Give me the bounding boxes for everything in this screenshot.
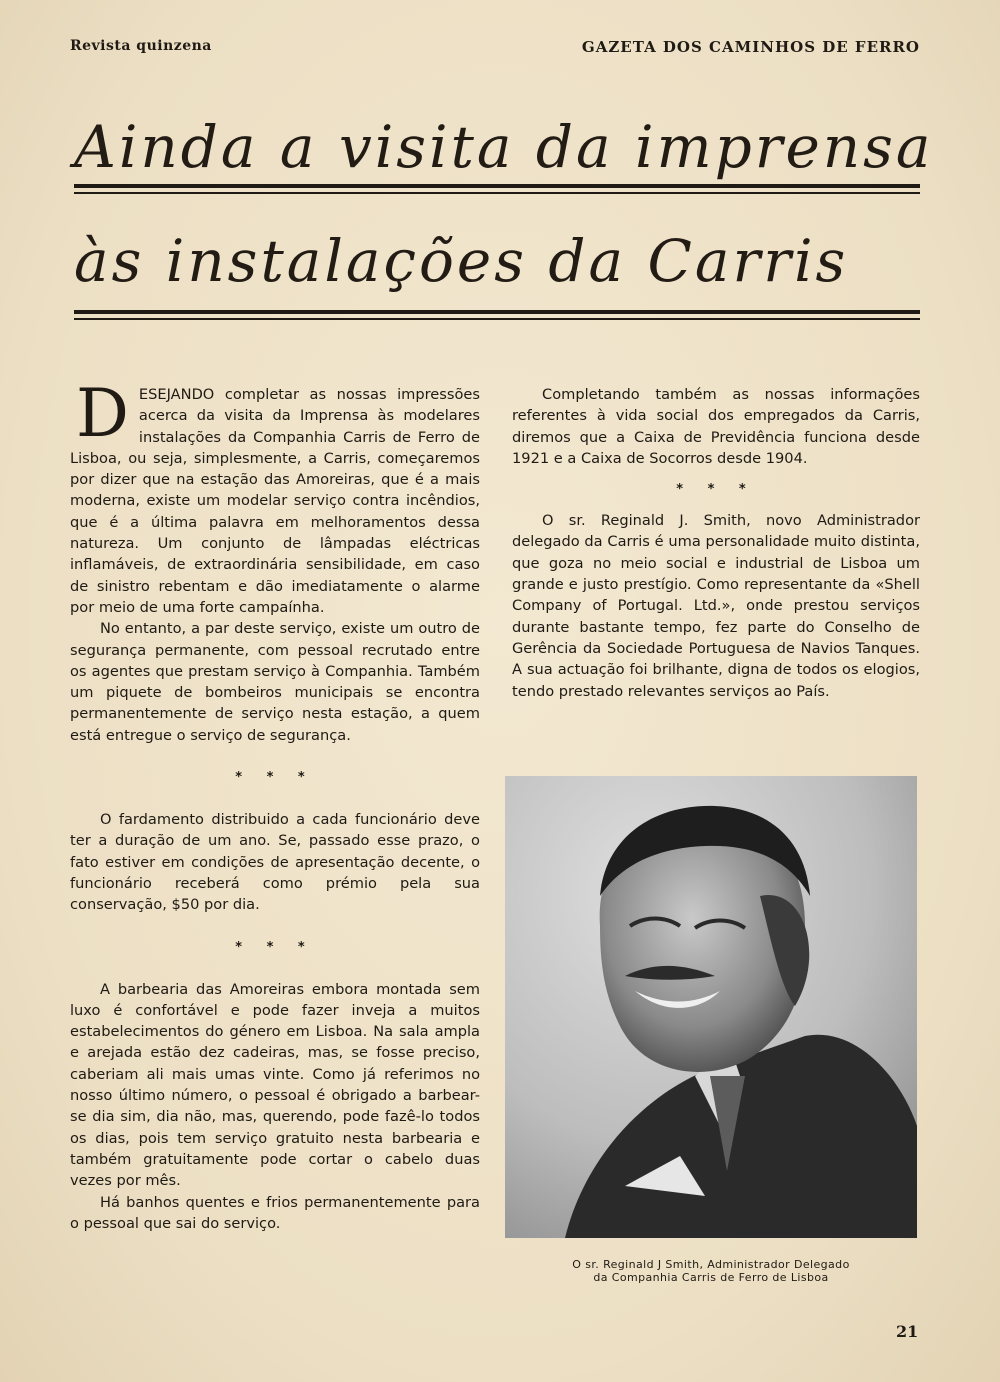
section-separator: * * * [676, 482, 756, 498]
portrait-image [505, 776, 917, 1238]
article-title-line-1: Ainda a visita da imprensa [74, 113, 934, 181]
spacer [512, 500, 920, 510]
paragraph: Completando também as nossas informações referentes à vida social dos empregados da Carris, diremos que a Caixa de Previdência funciona desde 1921 e a Caixa de Socorros desde 1904. [512, 386, 920, 467]
paragraph: No entanto, a par deste serviço, existe um outro de segurança permanente, com pessoal recrutado entre os agentes que prestam serviço à Companhia. Também um piquete de bombeiros municipais se encontra permanentemente de serviço nesta estação, a quem está entregue o serviço de segurança. [70, 620, 480, 744]
paragraph: A barbearia das Amoreiras embora montada sem luxo é confortável e pode fazer inveja a muitos estabelecimentos do género em Lisboa. Na sala ampla e arejada estão dez cadeiras, mas, se fosse preciso, caberiam ali mais umas vinte. Como já referimos no nosso último número, o pessoal é obrigado a barbear-se dia sim, dia não, mas, querendo, pode fazê-lo todos os dias, pois tem serviço gratuito nesta barbearia e também gratuitamente pode cortar o cabelo duas vezes por mês. [70, 980, 480, 1190]
paragraph [70, 375, 480, 618]
section-separator: * * * [235, 770, 315, 786]
page-number: 21 [896, 1322, 919, 1341]
spacer [512, 469, 920, 479]
caption-line-2: da Companhia Carris de Ferro de Lisboa [593, 1271, 829, 1284]
title-rule-thick [74, 310, 920, 314]
spacer [70, 788, 480, 809]
title-rule-thin [74, 318, 920, 320]
portrait-photo [505, 776, 917, 1238]
paragraph: O fardamento distribuido a cada funcionário deve ter a duração de um ano. Se, passado esse prazo, o fato estiver em condições de apresentação decente, o funcionário receberá como prémio pela sua conservação, $50 por dia. [70, 811, 480, 914]
right-column [512, 384, 920, 702]
paragraph-text: ESEJANDO completar as nossas impressões acerca da visita da Imprensa às modelares instalações da Companhia Carris de Ferro de Lisboa, ou seja, simplesmente, a Carris, começaremos por dizer que na estação das Amoreiras, que é a mais moderna, existe um modelar serviço contra incêndios, que é a última palavra em melhoramentos dessa natureza. Um conjunto de lâmpadas eléctricas inflamáveis, de extraordinária sensibilidade, em caso de sinistro rebentam e dão imediatamente o alarme por meio de uma forte campaínha. [70, 386, 480, 616]
spacer [70, 746, 480, 767]
left-column [70, 375, 480, 1234]
caption-line-1: O sr. Reginald J Smith, Administrador Delegado [572, 1258, 850, 1271]
title-rule-thick [74, 184, 920, 188]
paragraph: Há banhos quentes e frios permanentemente para o pessoal que sai do serviço. [70, 1193, 480, 1232]
title-rule-thin [74, 192, 920, 194]
running-header-left: Revista quinzena [70, 38, 212, 54]
article-title-line-2: às instalações da Carris [74, 227, 849, 295]
drop-cap: D [76, 375, 129, 452]
photo-caption [505, 1258, 917, 1284]
running-header-right: GAZETA DOS CAMINHOS DE FERRO [581, 38, 920, 56]
paragraph: O sr. Reginald J. Smith, novo Administrador delegado da Carris é uma personalidade muito distinta, que goza no meio social e industrial de Lisboa um grande e justo prestígio. Como representante da «Shell Company of Portugal. Ltd.», onde prestou serviços durante bastante tempo, fez parte do Conselho de Gerência da Sociedade Portuguesa de Navios Tanques. A sua actuação foi brilhante, digna de todos os elogios, tendo prestado relevantes serviços ao País. [512, 512, 920, 700]
section-separator: * * * [235, 939, 315, 955]
spacer [70, 958, 480, 979]
spacer [70, 916, 480, 937]
